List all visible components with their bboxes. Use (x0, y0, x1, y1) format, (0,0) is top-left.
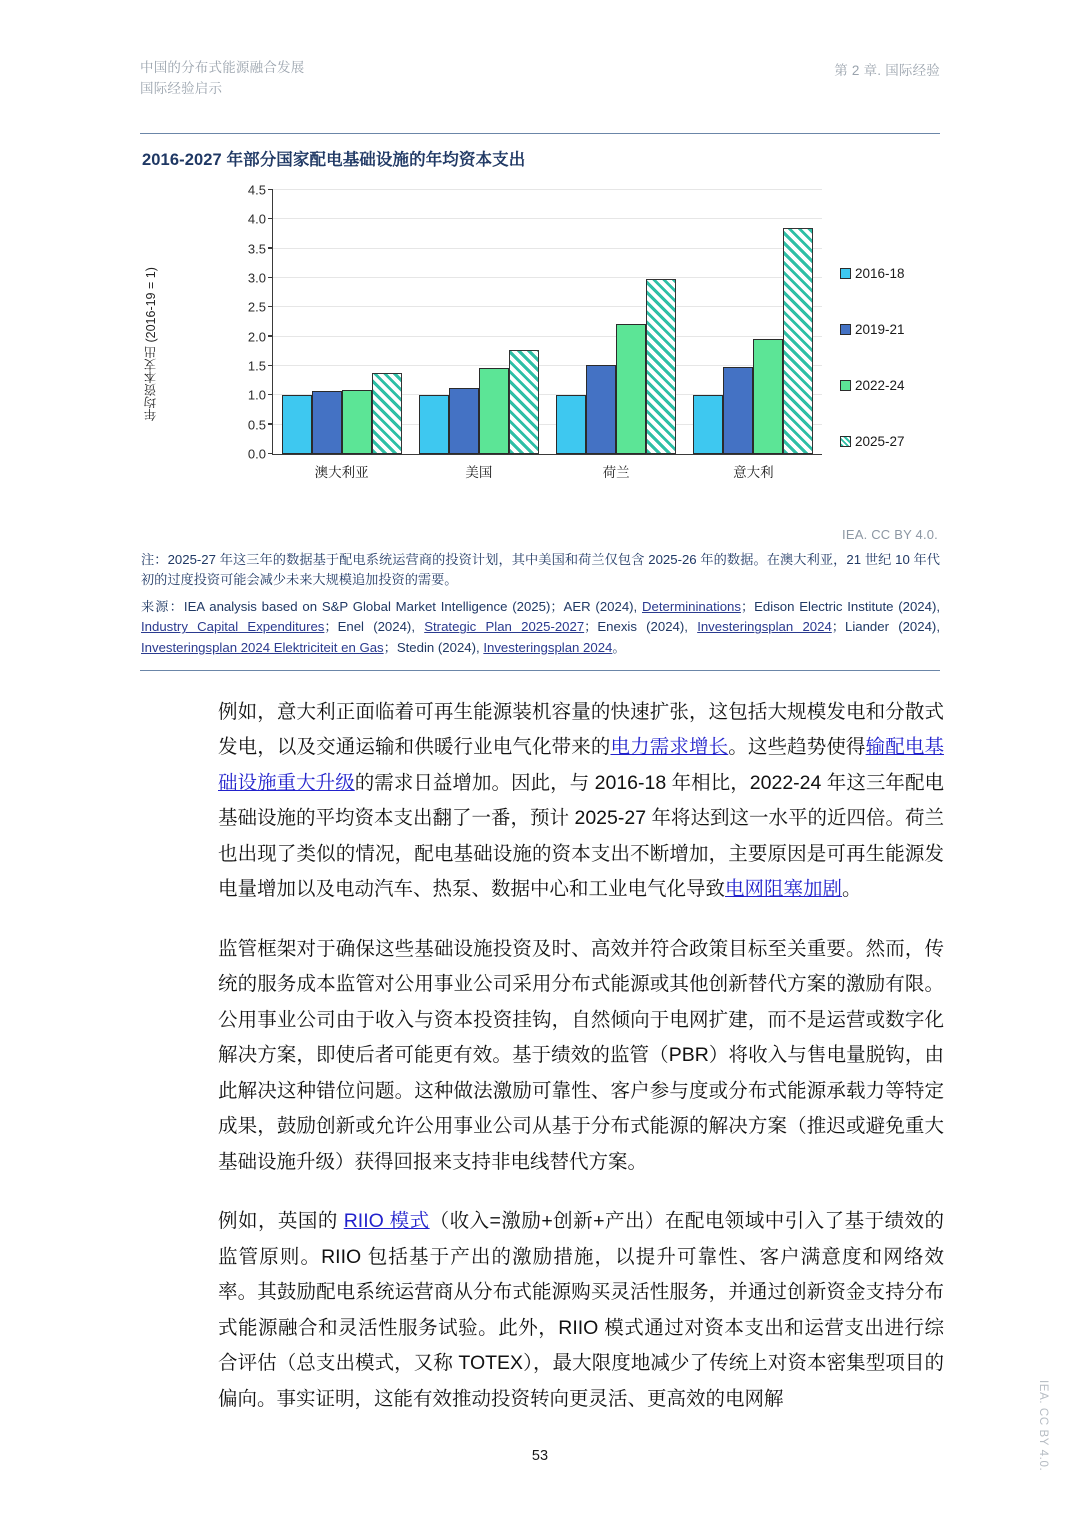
para1-link-1[interactable]: 电力需求增长 (610, 736, 729, 759)
legend-swatch-icon (840, 268, 851, 279)
bar (723, 367, 753, 454)
plot-inner (247, 182, 822, 480)
para3-text-2: （收入=激励+创新+产出）在配电领域中引入了基于绩效的监管原则。RIIO 包括基于产出的激励措施，以提升可靠性、客户满意度和网络效率。其鼓励配电系统运营商从分布式能源购买灵活性服务，并通过创新资金支持分布式能源融合和灵活性服务试验。此外，RIIO 模式通过对资本支出和运营支出进行综合评估（总支出模式，又称 TOTEX），最大限度地减少了传统上对资本密集型项目的偏向。事实证明，这能有效推动投资转向更灵活、更高效的电网解 (218, 1210, 944, 1410)
para1-text-6: 。 (842, 878, 862, 901)
para3-text-0: 例如，英国的 (218, 1210, 344, 1233)
legend-label: 2025-27 (855, 433, 905, 449)
header-title-block (140, 58, 304, 100)
bar-chart (140, 180, 940, 525)
figure-source-label: 来源： (141, 598, 184, 614)
para3-link-1[interactable]: RIIO 模式 (343, 1210, 430, 1233)
legend-label: 2019-21 (855, 321, 905, 337)
figure-note (140, 542, 940, 591)
y-tick-label: 1.5 (247, 358, 266, 374)
legend-swatch-icon (840, 436, 851, 447)
bar-groups (273, 190, 822, 480)
source-text-10: ；Stedin (2024), (383, 639, 484, 655)
y-tick-label: 4.0 (247, 211, 266, 227)
y-tick-label: 2.5 (247, 299, 266, 315)
source-text-12: 。 (612, 639, 626, 655)
legend-label: 2022-24 (855, 377, 905, 393)
y-tick-label: 0.0 (247, 446, 266, 462)
legend-item (840, 301, 980, 357)
bar (419, 395, 449, 454)
body-text (218, 695, 944, 1441)
x-tick-label: 荷兰 (602, 465, 630, 480)
bar (449, 388, 479, 454)
bar (783, 228, 813, 454)
legend-label: 2016-18 (855, 265, 905, 281)
y-tick-label: 4.5 (247, 182, 266, 198)
x-tick-label: 意大利 (733, 465, 774, 480)
bar (616, 324, 646, 454)
bar (646, 279, 676, 454)
source-text-4: ；Enel (2024), (324, 619, 425, 635)
source-link-5[interactable]: Strategic Plan 2025-2027 (424, 619, 585, 635)
source-link-1[interactable]: Determininations (642, 598, 741, 614)
header-doc-title: 中国的分布式能源融合发展 (140, 60, 305, 75)
y-tick-label: 1.0 (247, 387, 266, 403)
paragraph-3 (218, 1204, 944, 1417)
figure-title: 2016-2027 年部分国家配电基础设施的年均资本支出 (142, 151, 526, 169)
bar-group (556, 190, 676, 480)
page-number: 53 (531, 1448, 549, 1464)
bar (282, 395, 312, 454)
y-tick-label: 3.5 (247, 241, 266, 257)
legend-item (840, 245, 980, 301)
figure-source (140, 591, 940, 658)
bar (556, 395, 586, 454)
bar (372, 373, 402, 454)
y-tick-label: 0.5 (247, 417, 266, 433)
side-credit: IEA. CC BY 4.0. (1037, 1380, 1049, 1472)
x-tick-label: 美国 (465, 465, 493, 480)
para1-link-3[interactable]: 输配电基础设施重大升级 (218, 736, 944, 794)
para1-text-2: 。这些趋势使得 (728, 736, 866, 759)
para1-text-4: 的需求日益增加。因此，与 2016-18 年相比，2022-24 年这三年配电基础设施的平均资本支出翻了一番，预计 2025-27 年将达到这一水平的近四倍。荷兰也出现了类似的情况，配电基础设施的资本支出不断增加，主要原因是可再生能源发电量增加以及电动汽车、热泵、数据中心和工业电气化导致 (218, 771, 944, 901)
figure-source-text (141, 599, 940, 655)
source-link-3[interactable]: Industry Capital Expenditures (141, 619, 325, 635)
figure-note-text: 2025-27 年这三年的数据基于配电系统运营商的投资计划，其中美国和荷兰仅包含 2025-26 年的数据。在澳大利亚，21 世纪 10 年代初的过度投资可能会减少未来大规模追加投资的需要。 (141, 552, 940, 588)
bar (509, 350, 539, 454)
header-doc-subtitle: 国际经验启示 (140, 80, 223, 96)
source-text-6: ；Enexis (2024), (584, 619, 698, 635)
para1-text-0: 例如，意大利正面临着可再生能源装机容量的快速扩张，这包括大规模发电和分散式发电，以及交通运输和供暖行业电气化带来的 (218, 701, 944, 759)
bar-group (693, 190, 813, 480)
y-tick-label: 3.0 (247, 270, 266, 286)
para2-text-0: 监管框架对于确保这些基础设施投资及时、高效并符合政策目标至关重要。然而，传统的服务成本监管对公用事业公司采用分布式能源或其他创新替代方案的激励有限。公用事业公司由于收入与资本投资挂钩，自然倾向于电网扩建，而不是运营或数字化解决方案，即使后者可能更有效。基于绩效的监管（PBR）将收入与售电量脱钩，由此解决这种错位问题。这种做法激励可靠性、客户参与度或分布式能源承载力等特定成果，鼓励创新或允许公用事业公司从基于分布式能源的解决方案（推迟或避免重大基础设施升级）获得回报来支持非电线替代方案。 (218, 937, 944, 1173)
figure-block (140, 133, 940, 671)
source-link-7[interactable]: Investeringsplan 2024 (697, 619, 832, 635)
y-tick-label: 2.0 (247, 329, 266, 345)
legend-item (840, 413, 980, 469)
legend-swatch-icon (840, 324, 851, 335)
y-axis-title: 年均资本支出 (2016-19 = 1) (144, 267, 158, 421)
paragraph-1 (218, 695, 944, 908)
bar (693, 395, 723, 454)
page-header (140, 58, 940, 100)
source-text-0: IEA analysis based on S&P Global Market Intelligence (2025)；AER (2024), (183, 598, 642, 614)
source-text-2: ；Edison Electric Institute (2024), (740, 598, 941, 614)
para1-link-5[interactable]: 电网阻塞加剧 (725, 878, 843, 901)
chart-legend (840, 245, 980, 469)
bar (312, 391, 342, 454)
bar (753, 339, 783, 454)
paragraph-2 (218, 932, 944, 1180)
bar (342, 390, 372, 454)
x-tick-label: 澳大利亚 (314, 465, 369, 480)
figure-bottom-divider (140, 670, 940, 671)
source-text-8: ；Liander (2024), (831, 619, 940, 635)
legend-item (840, 357, 980, 413)
figure-note-label: 注： (141, 552, 168, 567)
header-chapter: 第 2 章. 国际经验 (834, 63, 940, 78)
bar (479, 368, 509, 454)
bar (586, 365, 616, 454)
source-link-9[interactable]: Investeringsplan 2024 Elektriciteit en Gas (141, 639, 384, 655)
plot-area (232, 182, 822, 480)
source-link-11[interactable]: Investeringsplan 2024 (483, 639, 613, 655)
bar-group (419, 190, 539, 480)
legend-swatch-icon (840, 380, 851, 391)
bar-group (282, 190, 402, 480)
figure-credit: IEA. CC BY 4.0. (842, 527, 938, 542)
